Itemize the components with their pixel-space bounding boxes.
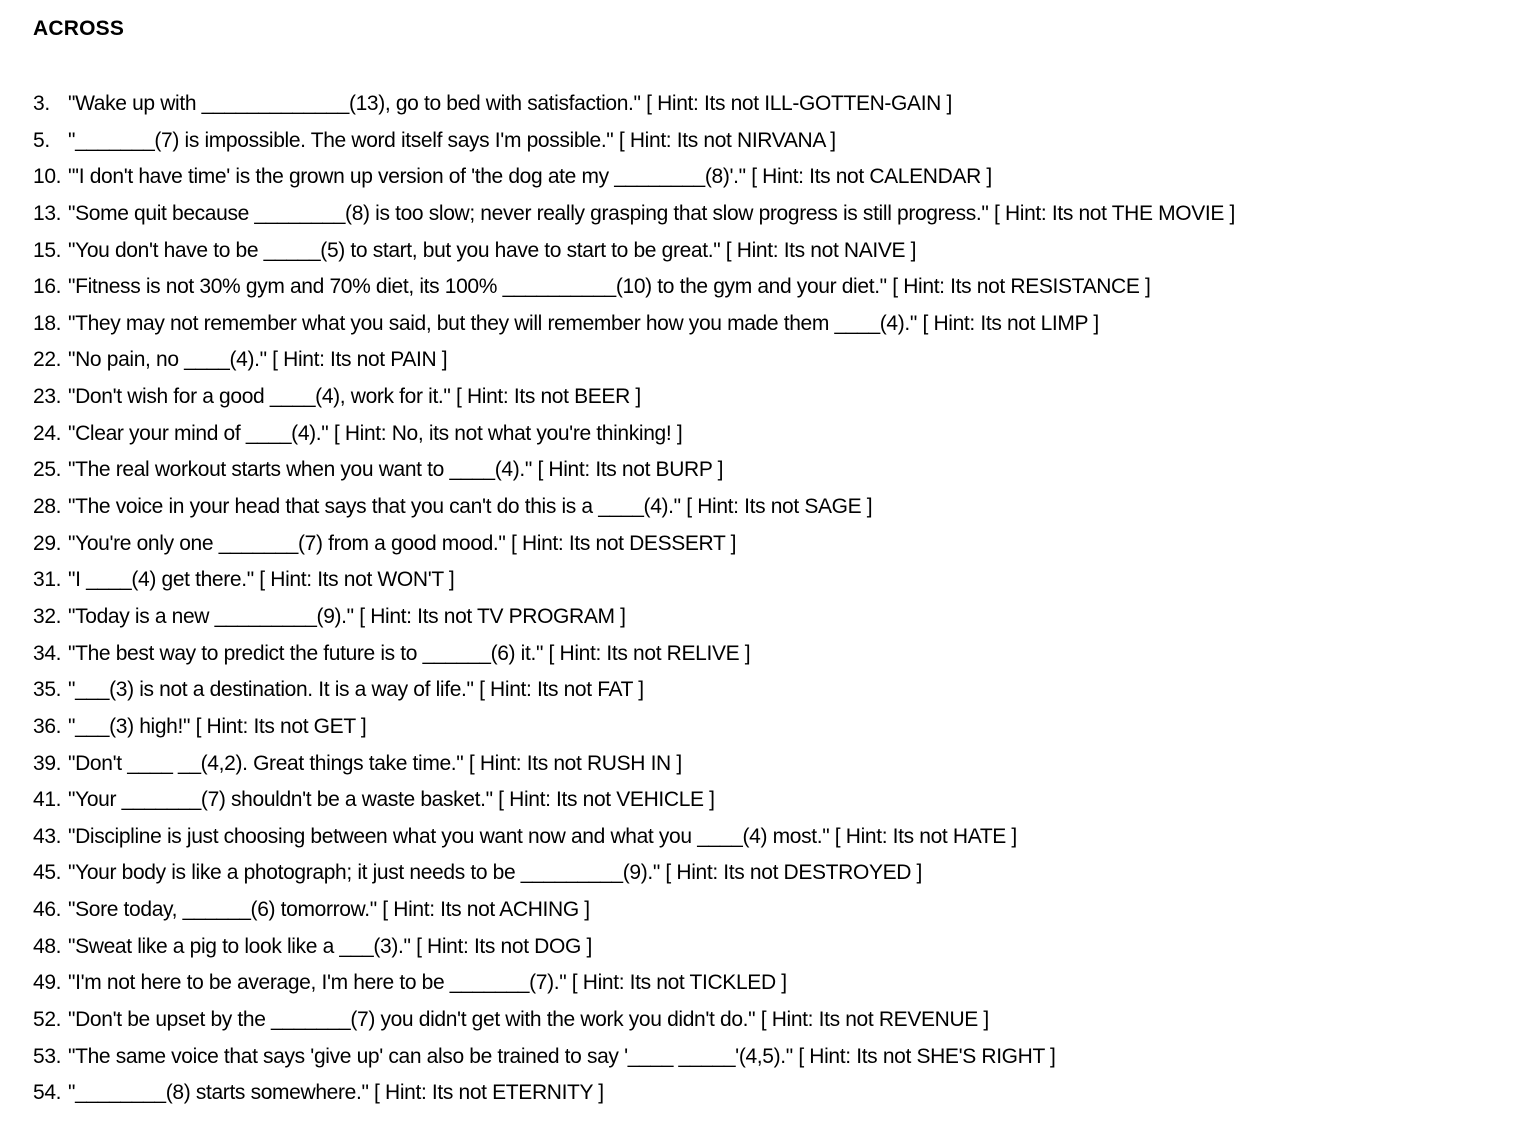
clue-number: 23. <box>33 385 62 409</box>
clue-text: "The voice in your head that says that you can't do this is a ____(4)." [ Hint: Its not SAGE ] <box>68 495 873 519</box>
clue-item <box>33 603 1235 640</box>
clue-text: "Sweat like a pig to look like a ___(3)." [ Hint: Its not DOG ] <box>68 934 592 958</box>
clue-number: 10. <box>33 165 62 189</box>
clue-text: "Your _______(7) shouldn't be a waste basket." [ Hint: Its not VEHICLE ] <box>68 788 715 812</box>
clue-text: "I ____(4) get there." [ Hint: Its not WON'T ] <box>68 568 455 592</box>
clue-number: 48. <box>33 934 62 958</box>
clue-text: "I'm not here to be average, I'm here to be _______(7)." [ Hint: Its not TICKLED ] <box>68 971 787 995</box>
clue-text: "No pain, no ____(4)." [ Hint: Its not PAIN ] <box>68 348 448 372</box>
clue-item <box>33 676 1235 713</box>
clue-item <box>33 896 1235 933</box>
clue-number: 52. <box>33 1008 62 1032</box>
clue-number: 24. <box>33 421 62 445</box>
clue-item <box>33 200 1235 237</box>
clue-number: 32. <box>33 604 62 628</box>
clue-item <box>33 750 1235 787</box>
clue-text: "Wake up with _____________(13), go to bed with satisfaction." [ Hint: Its not ILL-GOTTEN-GAIN ] <box>68 92 952 115</box>
clue-number: 43. <box>33 824 62 848</box>
clue-item <box>33 90 1235 127</box>
clue-item <box>33 456 1235 493</box>
clue-text: "Some quit because ________(8) is too slow; never really grasping that slow progress is still progress." [ Hint: Its not THE MOVIE ] <box>68 201 1236 225</box>
clue-text: "The best way to predict the future is to ______(6) it." [ Hint: Its not RELIVE ] <box>68 641 751 665</box>
clue-number: 16. <box>33 275 62 299</box>
clue-item <box>33 1079 1235 1116</box>
clue-item <box>33 163 1235 200</box>
clue-item <box>33 859 1235 896</box>
across-clue-list <box>33 90 1235 1116</box>
clue-text: "You don't have to be _____(5) to start, but you have to start to be great." [ Hint: Its not NAIVE ] <box>68 238 917 262</box>
clue-number: 22. <box>33 348 62 372</box>
clue-number: 53. <box>33 1044 62 1068</box>
clue-text: "The same voice that says 'give up' can also be trained to say '____ _____'(4,5)." [ Hint: Its not SHE'S RIGHT ] <box>68 1044 1056 1068</box>
clue-number: 28. <box>33 495 62 519</box>
clue-text: "_______(7) is impossible. The word itself says I'm possible." [ Hint: Its not NIRVANA ] <box>68 128 836 152</box>
clue-number: 3. <box>33 92 50 115</box>
clue-number: 36. <box>33 714 62 738</box>
clue-text: "'I don't have time' is the grown up version of 'the dog ate my ________(8)'." [ Hint: Its not CALENDAR ] <box>68 165 992 189</box>
clue-number: 34. <box>33 641 62 665</box>
clue-text: "___(3) is not a destination. It is a way of life." [ Hint: Its not FAT ] <box>68 678 644 702</box>
section-heading-across: ACROSS <box>33 17 125 40</box>
clue-item <box>33 566 1235 603</box>
clue-item <box>33 273 1235 310</box>
clue-text: "Fitness is not 30% gym and 70% diet, its 100% __________(10) to the gym and your diet." [ Hint: Its not RESISTANCE ] <box>68 275 1151 299</box>
clue-text: "You're only one _______(7) from a good mood." [ Hint: Its not DESSERT ] <box>68 531 737 555</box>
clue-item <box>33 640 1235 677</box>
clue-text: "Don't wish for a good ____(4), work for it." [ Hint: Its not BEER ] <box>68 385 641 409</box>
clue-number: 25. <box>33 458 62 482</box>
clue-item <box>33 310 1235 347</box>
clue-item <box>33 969 1235 1006</box>
clue-item <box>33 713 1235 750</box>
clue-number: 5. <box>33 128 50 152</box>
clue-text: "___(3) high!" [ Hint: Its not GET ] <box>68 714 367 738</box>
clue-text: "Sore today, ______(6) tomorrow." [ Hint: Its not ACHING ] <box>68 898 590 922</box>
clue-number: 18. <box>33 311 62 335</box>
clue-text: "They may not remember what you said, but they will remember how you made them ____(4)." [ Hint: Its not LIMP ] <box>68 311 1099 335</box>
clue-number: 49. <box>33 971 62 995</box>
clue-text: "Today is a new _________(9)." [ Hint: Its not TV PROGRAM ] <box>68 604 626 628</box>
clue-number: 31. <box>33 568 62 592</box>
clue-text: "The real workout starts when you want to ____(4)." [ Hint: Its not BURP ] <box>68 458 724 482</box>
clue-item <box>33 346 1235 383</box>
clue-number: 45. <box>33 861 62 885</box>
clue-item <box>33 933 1235 970</box>
clue-item <box>33 420 1235 457</box>
clue-number: 54. <box>33 1081 62 1105</box>
clue-item <box>33 786 1235 823</box>
clue-item <box>33 493 1235 530</box>
clue-number: 13. <box>33 201 62 225</box>
clue-item <box>33 1006 1235 1043</box>
clue-text: "Don't be upset by the _______(7) you didn't get with the work you didn't do." [ Hint: Its not REVENUE ] <box>68 1008 989 1032</box>
clue-text: "Discipline is just choosing between what you want now and what you ____(4) most." [ Hint: Its not HATE ] <box>68 824 1017 848</box>
clue-item <box>33 237 1235 274</box>
clue-item <box>33 1043 1235 1080</box>
clue-number: 29. <box>33 531 62 555</box>
clue-number: 35. <box>33 678 62 702</box>
clue-number: 41. <box>33 788 62 812</box>
clue-item <box>33 383 1235 420</box>
clue-number: 46. <box>33 898 62 922</box>
clue-number: 39. <box>33 751 62 775</box>
clue-text: "Clear your mind of ____(4)." [ Hint: No, its not what you're thinking! ] <box>68 421 683 445</box>
clue-item <box>33 127 1235 164</box>
clue-number: 15. <box>33 238 62 262</box>
clue-text: "Your body is like a photograph; it just needs to be _________(9)." [ Hint: Its not DESTROYED ] <box>68 861 923 885</box>
clue-text: "Don't ____ __(4,2). Great things take time." [ Hint: Its not RUSH IN ] <box>68 751 682 775</box>
clue-item <box>33 530 1235 567</box>
clue-text: "________(8) starts somewhere." [ Hint: Its not ETERNITY ] <box>68 1081 604 1105</box>
clue-item <box>33 823 1235 860</box>
